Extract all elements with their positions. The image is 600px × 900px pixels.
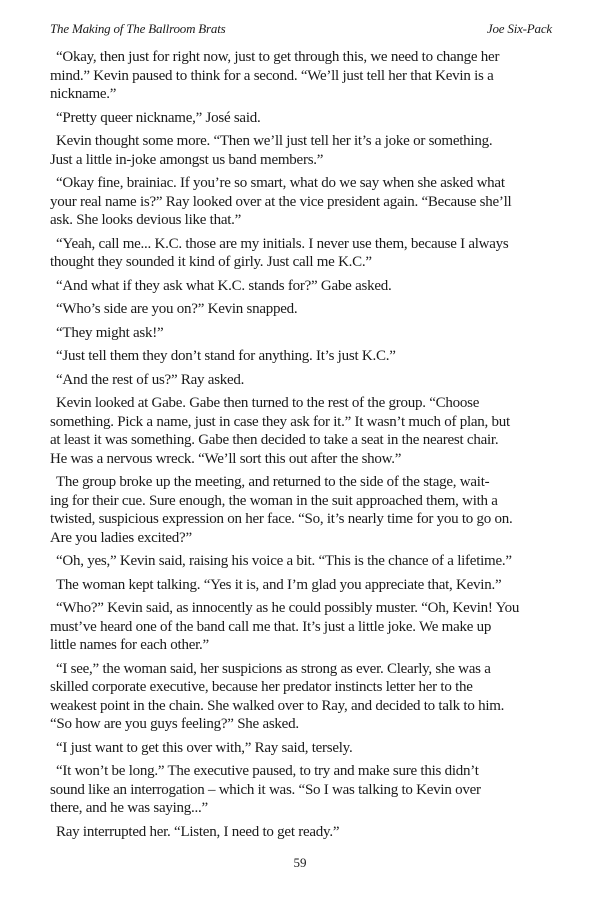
paragraph xyxy=(50,371,555,390)
paragraph xyxy=(50,347,555,366)
paragraph xyxy=(50,235,555,272)
text-line: “So how are you guys feeling?” She asked. xyxy=(50,716,299,732)
text-line: The group broke up the meeting, and returned to the side of the stage, wait- xyxy=(56,474,490,490)
text-line: Kevin thought some more. “Then we’ll just tell her it’s a joke or something. xyxy=(56,133,493,149)
text-line: “Okay fine, brainiac. If you’re so smart, what do we say when she asked what xyxy=(56,175,505,191)
text-line: “And the rest of us?” Ray asked. xyxy=(56,371,245,388)
text-line: ask. She looks devious like that.” xyxy=(50,212,242,228)
page-number: 59 xyxy=(293,855,307,870)
text-line: sound like an interrogation – which it was. “So I was talking to Kevin over xyxy=(50,781,481,798)
paragraph xyxy=(50,109,555,128)
text-line: “Oh, yes,” Kevin said, raising his voice a bit. “This is the chance of a lifetime.” xyxy=(56,553,512,569)
paragraph xyxy=(50,277,555,296)
paragraph xyxy=(50,324,555,343)
text-line: Kevin looked at Gabe. Gabe then turned to the rest of the group. “Choose xyxy=(56,395,480,411)
paragraph xyxy=(50,132,555,169)
text-line: “Okay, then just for right now, just to get through this, we need to change her xyxy=(56,49,500,65)
text-line: there, and he was saying...” xyxy=(50,800,208,816)
paragraph xyxy=(50,660,555,734)
text-line: must’ve heard one of the band call me that. It’s just a little joke. We make up xyxy=(50,618,492,635)
paragraph xyxy=(50,174,555,230)
body-text xyxy=(50,48,555,846)
text-line: “Yeah, call me... K.C. those are my initials. I never use them, because I always xyxy=(56,235,509,252)
paragraph xyxy=(50,300,555,319)
paragraph xyxy=(50,552,555,571)
text-line: “Pretty queer nickname,” José said. xyxy=(56,109,261,126)
text-line: your real name is?” Ray looked over at the vice president again. “Because she’ll xyxy=(50,193,512,210)
text-line: “I just want to get this over with,” Ray said, tersely. xyxy=(56,739,353,756)
text-line: skilled corporate executive, because her predator instincts letter her to the xyxy=(50,679,473,695)
paragraph xyxy=(50,48,555,104)
text-line: “Who’s side are you on?” Kevin snapped. xyxy=(56,301,298,317)
text-line: “It won’t be long.” The executive paused, to try and make sure this didn’t xyxy=(56,763,479,779)
text-line: mind.” Kevin paused to think for a second. “We’ll just tell her that Kevin is a xyxy=(50,67,494,84)
text-line: thought they sounded it kind of girly. Just call me K.C.” xyxy=(50,254,372,270)
text-line: twisted, suspicious expression on her face. “So, it’s nearly time for you to go on. xyxy=(50,511,513,527)
text-line: little names for each other.” xyxy=(50,637,209,653)
text-line: The woman kept talking. “Yes it is, and I’m glad you appreciate that, Kevin.” xyxy=(56,576,502,593)
text-line: ing for their cue. Sure enough, the woman in the suit approached them, with a xyxy=(50,492,498,509)
text-line: something. Pick a name, just in case they ask for it.” It wasn’t much of plan, but xyxy=(50,413,510,430)
text-line: “I see,” the woman said, her suspicions as strong as ever. Clearly, she was a xyxy=(56,660,491,677)
paragraph xyxy=(50,762,555,818)
text-line: nickname.” xyxy=(50,86,117,102)
text-line: “They might ask!” xyxy=(56,324,164,341)
paragraph xyxy=(50,576,555,595)
text-line: Ray interrupted her. “Listen, I need to get ready.” xyxy=(56,823,340,840)
text-line: Just a little in-joke amongst us band members.” xyxy=(50,151,324,168)
text-line: at least it was something. Gabe then decided to take a seat in the nearest chair. xyxy=(50,432,499,448)
paragraph xyxy=(50,394,555,468)
text-line: Are you ladies excited?” xyxy=(50,529,192,546)
paragraph xyxy=(50,599,555,655)
text-line: “Who?” Kevin said, as innocently as he could possibly muster. “Oh, Kevin! You xyxy=(56,600,520,616)
paragraph xyxy=(50,739,555,758)
paragraph xyxy=(50,473,555,547)
running-head xyxy=(50,21,552,37)
text-line: weakest point in the chain. She walked over to Ray, and decided to talk to him. xyxy=(50,697,505,714)
text-line: “And what if they ask what K.C. stands for?” Gabe asked. xyxy=(56,277,392,294)
text-line: “Just tell them they don’t stand for anything. It’s just K.C.” xyxy=(56,348,396,364)
book-title: The Making of The Ballroom Brats xyxy=(50,21,226,36)
author-name: Joe Six-Pack xyxy=(486,21,552,36)
paragraph xyxy=(50,823,555,842)
text-line: He was a nervous wreck. “We’ll sort this out after the show.” xyxy=(50,450,402,467)
